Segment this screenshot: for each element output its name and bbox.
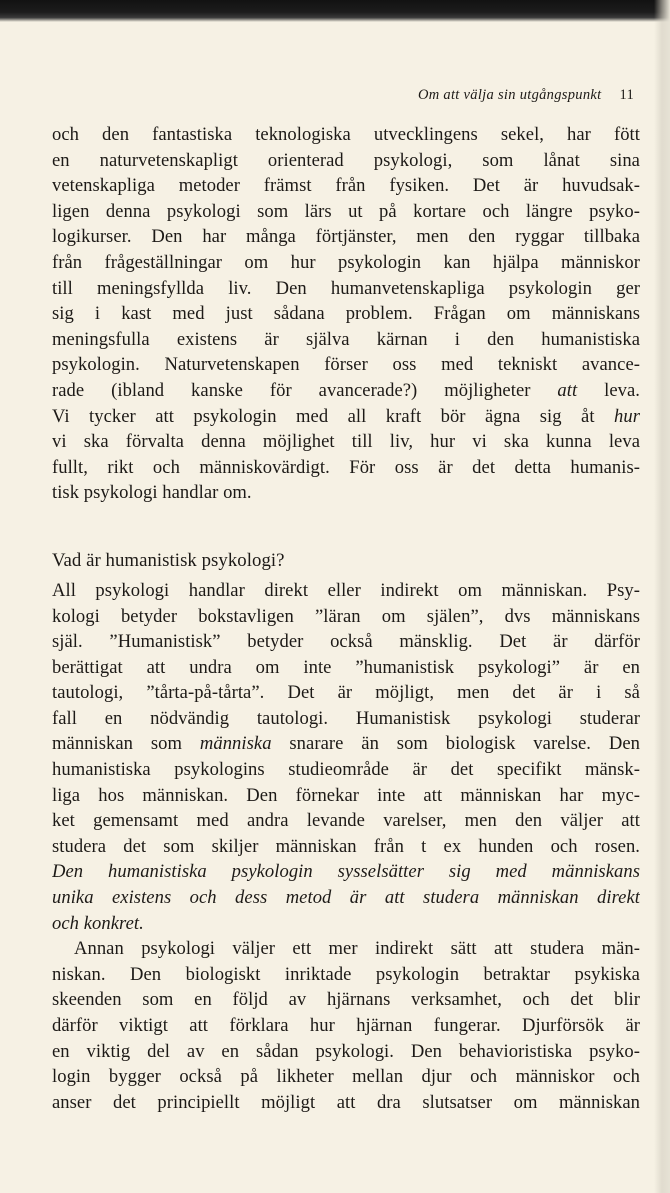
running-header bbox=[52, 87, 634, 113]
text-line: Annan psykologi väljer ett mer indirekt sätt att studera män- bbox=[74, 938, 640, 960]
text-line: från frågeställningar om hur psykologin kan hjälpa människor bbox=[52, 251, 640, 273]
text-line: ligen denna psykologi som lärs ut på kortare och längre psyko- bbox=[52, 200, 640, 222]
section bbox=[52, 548, 640, 578]
text-line: tisk psykologi handlar om. bbox=[52, 482, 252, 504]
italic-text-line: unika existens och dess metod är att studera människan direkt bbox=[52, 887, 640, 909]
emphasis-manniska: människa bbox=[199, 733, 272, 755]
text-line: logikurser. Den har många förtjänster, men den ryggar tillbaka bbox=[52, 226, 640, 248]
text-line: kologi betyder bokstavligen ”läran om själen”, dvs människans bbox=[52, 605, 640, 627]
text-line: liga hos människan. Den förnekar inte att människan har myc- bbox=[52, 784, 640, 806]
text-line: fullt, rikt och människovärdigt. För oss är det detta humanis- bbox=[52, 456, 640, 478]
text-line: vetenskapliga metoder främst från fysiken. Det är huvudsak- bbox=[52, 175, 640, 197]
text-line: sig i kast med just sådana problem. Frågan om människans bbox=[52, 303, 640, 325]
text-line: och den fantastiska teknologiska utvecklingens sekel, har fött bbox=[52, 124, 640, 145]
text-line bbox=[52, 731, 640, 757]
text-line: berättigat att undra om inte ”humanistisk psykologi” är en bbox=[52, 656, 640, 678]
page-top-shadow bbox=[0, 0, 670, 22]
text-line: login bygger också på likheter mellan djur och människor och bbox=[52, 1066, 640, 1088]
text-line: skeenden som en följd av hjärnans verksamhet, och det blir bbox=[52, 989, 640, 1011]
text-line: psykologin. Naturvetenskapen förser oss med tekniskt avance- bbox=[52, 354, 640, 376]
text-line: meningsfulla existens är själva kärnan i den humanistiska bbox=[52, 328, 640, 350]
text-line bbox=[52, 404, 640, 430]
text-line: All psykologi handlar direkt eller indirekt om människan. Psy- bbox=[52, 579, 640, 601]
text-line: ket gemensamt med andra levande varelser, men den väljer att bbox=[52, 810, 640, 832]
page-right-edge bbox=[654, 0, 670, 1193]
text-line: anser det principiellt möjligt att dra slutsatser om människan bbox=[52, 1091, 640, 1113]
page-body bbox=[52, 122, 640, 1115]
text-line: en viktig del av en sådan psykologi. Den behavioristiska psyko- bbox=[52, 1040, 640, 1062]
text-line: tautologi, ”tårta-på-tårta”. Det är möjligt, men det är i så bbox=[52, 682, 640, 704]
emphasis-att: att bbox=[557, 379, 578, 401]
running-title: Om att välja sin utgångspunkt bbox=[417, 87, 602, 103]
text-line: niskan. Den biologiskt inriktade psykologin betraktar psykiska bbox=[52, 963, 640, 985]
text-line: humanistiska psykologins studieområde är det specifikt mänsk- bbox=[52, 759, 640, 781]
text-segment: människan som bbox=[52, 733, 200, 755]
text-line: till meningsfyllda liv. Den humanvetenskapliga psykologin ger bbox=[52, 277, 640, 299]
italic-text-line: och konkret. bbox=[52, 912, 144, 934]
text-segment: Vi tycker att psykologin med all kraft bör ägna sig åt bbox=[52, 405, 615, 427]
text-line: vi ska förvalta denna möjlighet till liv, hur vi ska kunna leva bbox=[52, 431, 640, 453]
text-line: studera det som skiljer människan från t ex hunden och rosen. bbox=[52, 835, 640, 857]
text-segment: snarare än som biologisk varelse. Den bbox=[271, 733, 640, 755]
italic-text-line: Den humanistiska psykologin sysselsätter sig med människans bbox=[52, 861, 640, 883]
text-line: själ. ”Humanistisk” betyder också mänsklig. Det är därför bbox=[52, 631, 640, 653]
text-segment: leva. bbox=[577, 379, 640, 401]
section-heading: Vad är humanistisk psykologi? bbox=[52, 549, 285, 571]
emphasis-hur: hur bbox=[614, 405, 640, 427]
page-number: 11 bbox=[619, 87, 634, 103]
text-segment: rade (ibland kanske för avancerade?) möjligheter bbox=[52, 379, 558, 401]
text-line bbox=[52, 378, 640, 404]
text-line: en naturvetenskapligt orienterad psykologi, som lånat sina bbox=[52, 149, 640, 171]
text-line: fall en nödvändig tautologi. Humanistisk psykologi studerar bbox=[52, 707, 640, 729]
text-line: därför viktigt att förklara hur hjärnan fungerar. Djurförsök är bbox=[52, 1015, 640, 1036]
